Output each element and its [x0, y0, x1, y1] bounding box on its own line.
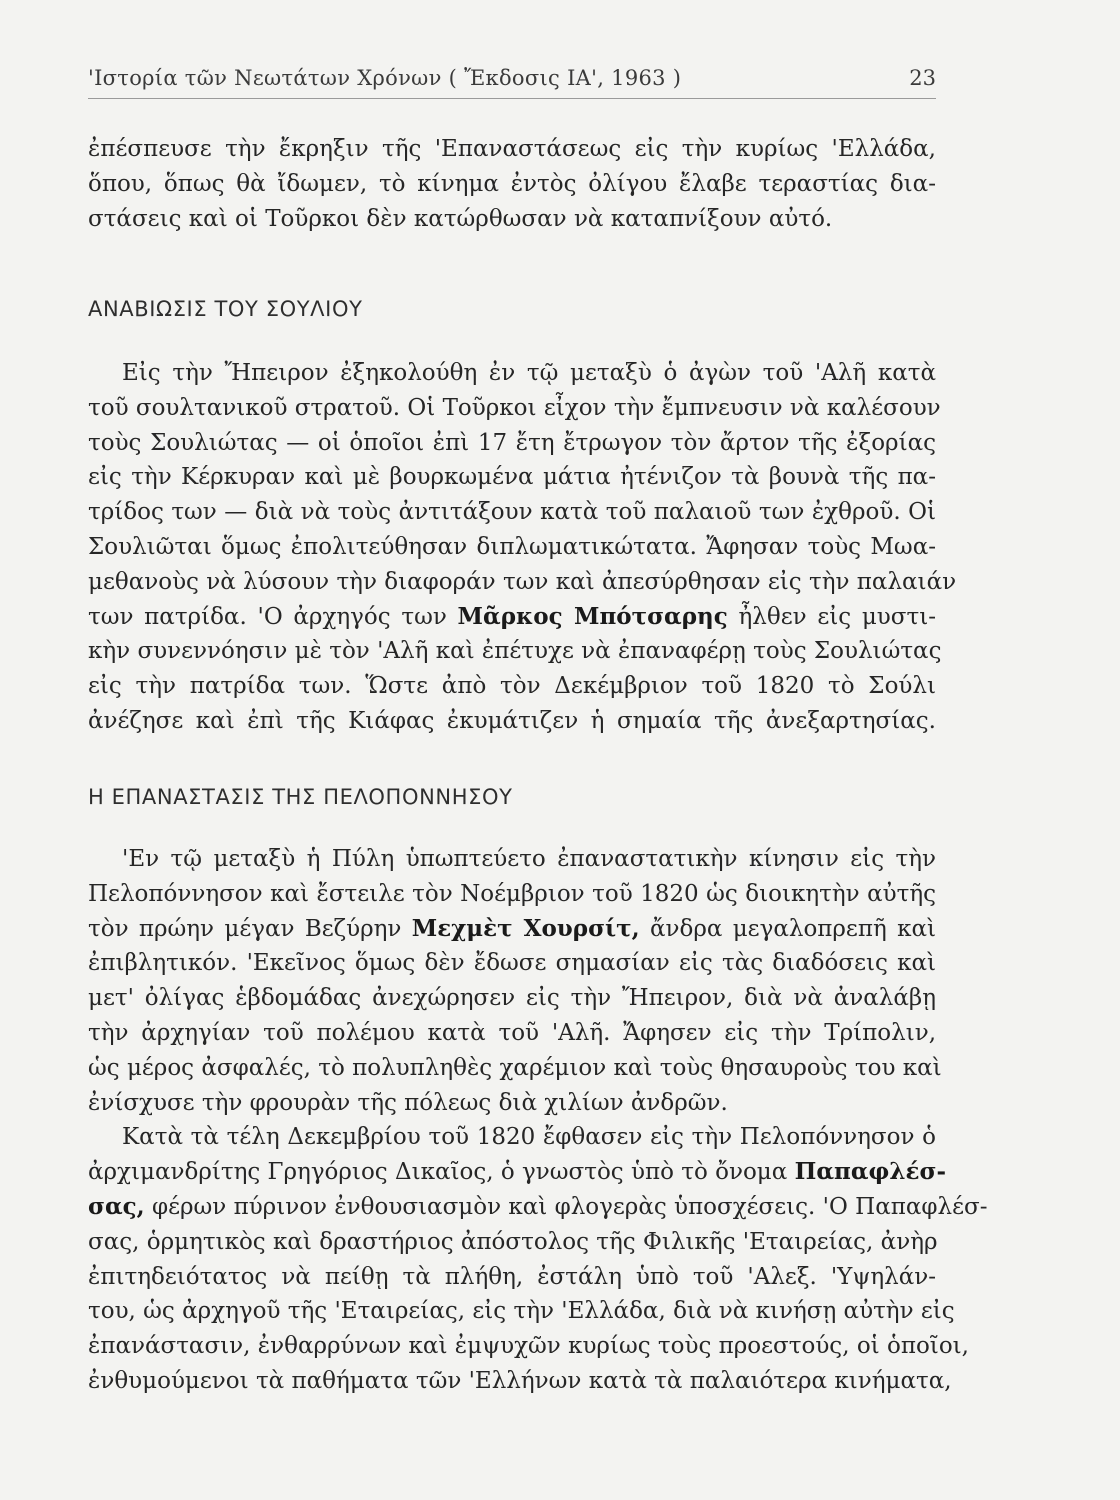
section-heading-peloponnese: Η ΕΠΑΝΑΣΤΑΣΙΣ ΤΗΣ ΠΕΛΟΠΟΝΝΗΣΟΥ [88, 785, 513, 809]
text-line: ὅπου, ὅπως θὰ ἴδωμεν, τὸ κίνημα ἐντὸς ὀλίγου ἔλαβε τεραστίας δια- [88, 170, 936, 197]
text-line: τοῦ σουλτανικοῦ στρατοῦ. Οἱ Τοῦρκοι εἶχον τὴν ἔμπνευσιν νὰ καλέσουν [88, 394, 941, 421]
section-souli-paragraph [88, 356, 957, 739]
text-line: εἰς τὴν Κέρκυραν καὶ μὲ βουρκωμένα μάτια ἠτένιζον τὰ βουνὰ τῆς πα- [88, 464, 936, 491]
text-line: 'Εν τῷ μεταξὺ ἡ Πύλη ὑπωπτεύετο ἐπαναστατικὴν κίνησιν εἰς τὴν [122, 846, 936, 872]
bold-name-mehmet-hoursit: Μεχμὲτ Χουρσίτ, [411, 914, 640, 942]
bold-name-papaflessas-cont: σας, [88, 1192, 145, 1220]
text-line: Πελοπόννησον καὶ ἔστειλε τὸν Νοέμβριον τοῦ 1820 ὡς διοικητὴν αὐτῆς [88, 880, 936, 907]
text-line: τοὺς Σουλιώτας — οἱ ὁποῖοι ἐπὶ 17 ἔτη ἔτρωγον τὸν ἄρτον τῆς ἐξορίας [88, 429, 936, 456]
text-line [88, 1155, 946, 1190]
text-line: Εἰς τὴν Ἤπειρον ἐξηκολούθη ἐν τῷ μεταξὺ ὁ ἀγὼν τοῦ 'Αλῆ κατὰ [122, 360, 936, 386]
bold-name-papaflessas: Παπαφλέσ- [794, 1158, 946, 1186]
text-line: κὴν συνεννόησιν μὲ τὸν 'Αλῆ καὶ ἐπέτυχε νὰ ἐπαναφέρῃ τοὺς Σουλιώτας [88, 638, 942, 665]
text-line: μεθανοὺς νὰ λύσουν τὴν διαφοράν των καὶ ἀπεσύρθησαν εἰς τὴν παλαιάν [88, 568, 957, 595]
text-line: στάσεις καὶ οἱ Τοῦρκοι δὲν κατώρθωσαν νὰ καταπνίξουν αὐτό. [88, 205, 833, 232]
text-line: ἐπέσπευσε τὴν ἔκρηξιν τῆς 'Επαναστάσεως εἰς τὴν κυρίως 'Ελλάδα, [88, 136, 936, 162]
text-line: ἐπανάστασιν, ἐνθαρρύνων καὶ ἐμψυχῶν κυρίως τοὺς προεστούς, οἱ ὁποῖοι, [88, 1333, 969, 1360]
text-run: ἦλθεν εἰς μυστι- [738, 603, 936, 630]
text-run: των πατρίδα. 'Ο ἀρχηγός των [88, 603, 447, 630]
text-line: Κατὰ τὰ τέλη Δεκεμβρίου τοῦ 1820 ἔφθασεν εἰς τὴν Πελοπόννησον ὁ [122, 1124, 936, 1151]
text-line: ἀνέζησε καὶ ἐπὶ τῆς Κιάφας ἐκυμάτιζεν ἡ σημαία τῆς ἀνεξαρτησίας. [88, 707, 936, 734]
text-line: σας, ὁρμητικὸς καὶ δραστήριος ἀπόστολος τῆς Φιλικῆς 'Εταιρείας, ἀνὴρ [88, 1228, 938, 1255]
text-line [88, 600, 936, 635]
text-line: ἐπιτηδειότατος νὰ πείθῃ τὰ πλήθη, ἐστάλη ὑπὸ τοῦ 'Αλεξ. 'Υψηλάν- [88, 1263, 936, 1290]
page-number: 23 [909, 66, 936, 90]
text-line [88, 912, 936, 947]
text-line: ἐνίσχυσε τὴν φρουρὰν τῆς πόλεως διὰ χιλίων ἀνδρῶν. [88, 1089, 728, 1116]
text-line: μετ' ὀλίγας ἑβδομάδας ἀνεχώρησεν εἰς τὴν Ἤπειρον, διὰ νὰ ἀναλάβῃ [88, 985, 936, 1012]
intro-paragraph [88, 132, 936, 236]
section-peloponnese-paragraph [88, 842, 988, 1399]
text-line: ὡς μέρος ἀσφαλές, τὸ πολυπληθὲς χαρέμιον καὶ τοὺς θησαυροὺς του καὶ [88, 1054, 942, 1081]
text-line: τρίδος των — διὰ νὰ τοὺς ἀντιτάξουν κατὰ τοῦ παλαιοῦ των ἐχθροῦ. Οἱ [88, 499, 936, 526]
bold-name-markos-botsaris: Μᾶρκος Μπότσαρης [457, 602, 728, 630]
section-heading-souli: ΑΝΑΒΙΩΣΙΣ ΤΟΥ ΣΟΥΛΙΟΥ [88, 297, 363, 321]
text-line: ἐνθυμούμενοι τὰ παθήματα τῶν 'Ελλήνων κατὰ τὰ παλαιότερα κινήματα, [88, 1367, 952, 1394]
running-header [88, 62, 936, 99]
text-line: ἐπιβλητικόν. 'Εκεῖνος ὅμως δὲν ἔδωσε σημασίαν εἰς τὰς διαδόσεις καὶ [88, 950, 936, 977]
running-title: 'Ιστορία τῶν Νεωτάτων Χρόνων ( Ἔκδοσις ΙΑ', 1963 ) [88, 66, 682, 90]
text-line: του, ὡς ἀρχηγοῦ τῆς 'Εταιρείας, εἰς τὴν 'Ελλάδα, διὰ νὰ κινήσῃ αὐτὴν εἰς [88, 1298, 955, 1325]
text-run: φέρων πύρινον ἐνθουσιασμὸν καὶ φλογερὰς ὑποσχέσεις. 'Ο Παπαφλέσ- [151, 1193, 988, 1220]
text-line [88, 1190, 988, 1225]
text-line: Σουλιῶται ὅμως ἐπολιτεύθησαν διπλωματικώτατα. Ἄφησαν τοὺς Μωα- [88, 533, 936, 560]
text-run: τὸν πρώην μέγαν Βεζύρην [88, 915, 402, 942]
text-line: τὴν ἀρχηγίαν τοῦ πολέμου κατὰ τοῦ 'Αλῆ. Ἄφησεν εἰς τὴν Τρίπολιν, [88, 1019, 936, 1046]
text-run: ἀρχιμανδρίτης Γρηγόριος Δικαῖος, ὁ γνωστὸς ὑπὸ τὸ ὄνομα [88, 1159, 788, 1186]
text-line: εἰς τὴν πατρίδα των. Ὥστε ἀπὸ τὸν Δεκέμβριον τοῦ 1820 τὸ Σούλι [88, 673, 936, 700]
text-run: ἄνδρα μεγαλοπρεπῆ καὶ [649, 915, 937, 942]
